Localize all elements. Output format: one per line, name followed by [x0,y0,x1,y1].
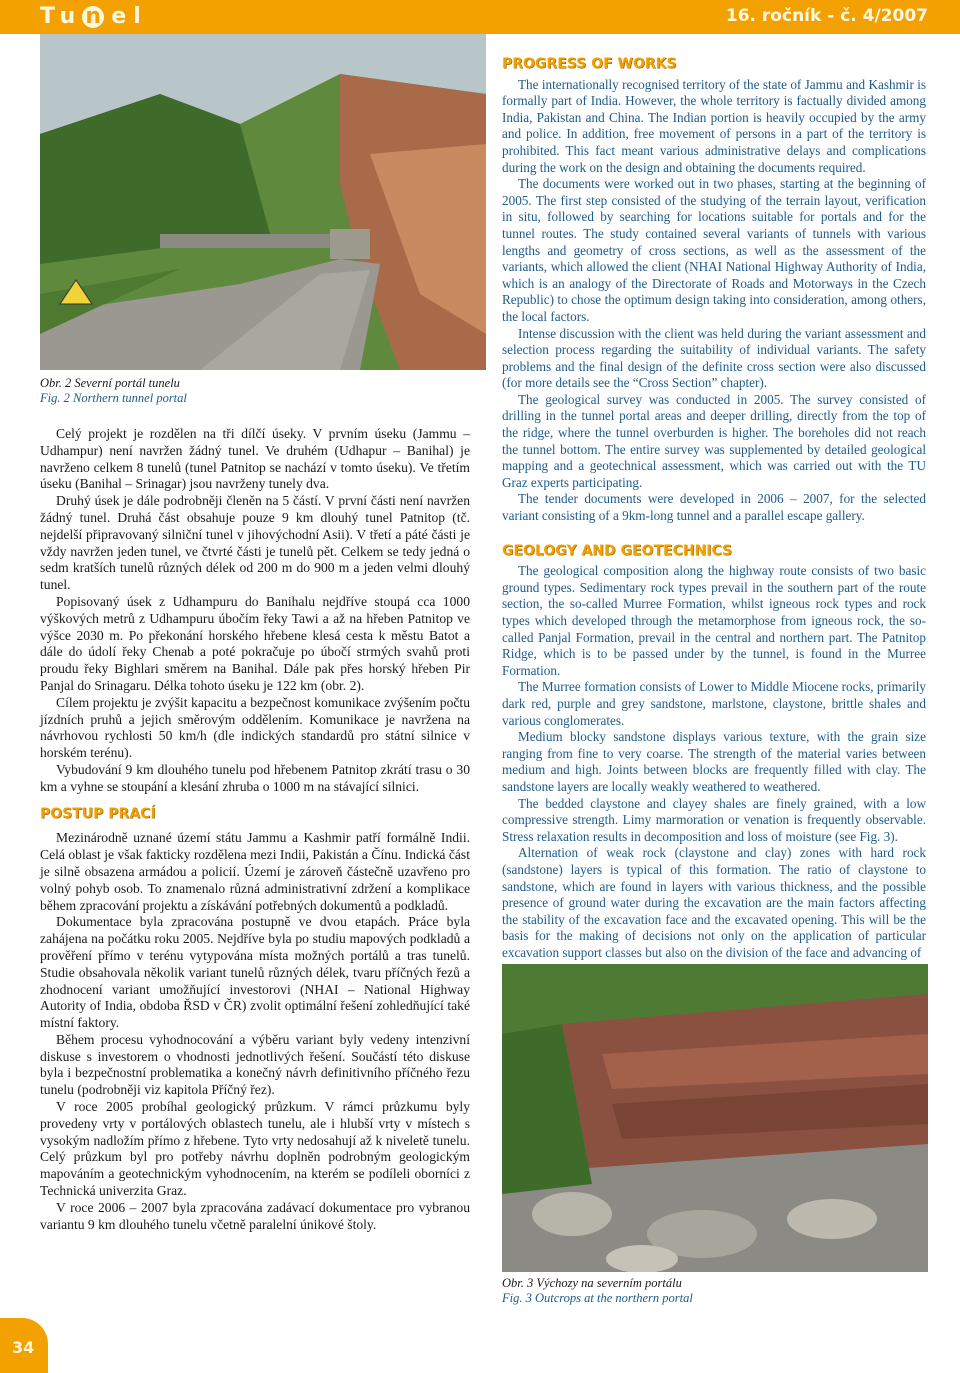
paragraph: Cílem projektu je zvýšit kapacitu a bezpečnost komunikace zvýšením počtu jízdních pruhů a jejich směrovým oddělením. Komunikace je navržena na návrhovou rychlosti 50 km/h (dle indických standardů pro státní silnice v horském terénu). [40,694,470,761]
paragraph: The Murree formation consists of Lower to Middle Miocene rocks, primarily dark red, purple and grey sandstone, marlstone, claystone, brittle shales and various conglomerates. [502,679,926,728]
paragraph: V roce 2005 probíhal geologický průzkum. V rámci průzkumu byly provedeny vrty v portálových oblastech tunelu, ale i hlubší vrty v místech s vysokým nadložím přímo z hřebene. Tyto vrty nedosahují až k niveletě tunelu. Celý průzkum byl pro potřeby návrhu doplněn podrobným geologickým mapováním a geotechnickým vyhodnocením, na kterém se podíleli oborníci z Technická univerzita Graz. [40,1099,470,1199]
northern-portal-photo [40,34,486,370]
photo-illustration-road [40,34,486,370]
section-heading: GEOLOGY AND GEOTECHNICS [502,542,733,559]
paragraph: Alternation of weak rock (claystone and clay) zones with hard rock (sandstone) layers is typical of this formation. The ratio of claystone to sandstone, which are found in layers with various thickness, and the possible presence of ground water during the excavation are the main factors affecting the stability of the excavation face and the excavated opening. This will be the basis for the making of decisions not only on the application of particular excavation support classes but also on the division of the face and advancing of [502,845,926,960]
section-heading: POSTUP PRACÍ [40,805,156,822]
paragraph: Během procesu vyhodnocování a výběru variant byly vedeny intenzivní diskuse s investorem o vhodnosti jednotlivých řešení. Součástí této diskuse byla i bezpečnostní problematika a konečný návrh definitivního příčného řezu tunelu (podrobněji viz kapitola Příčný řez). [40,1031,470,1098]
caption-cz: Obr. 3 Výchozy na severním portálu [502,1276,682,1290]
caption-cz: Obr. 2 Severní portál tunelu [40,376,180,390]
page-number-tab [0,1318,48,1373]
paragraph: Vybudování 9 km dlouhého tunelu pod hřebenem Patnitop zkrátí trasu o 30 km a vyhne se stoupání a klesání zhruba o 1000 m na stávající silnici. [40,761,470,794]
paragraph: The geological survey was conducted in 2005. The survey consisted of drilling in the tunnel portal areas and deeper drilling, directly from the top of the ridge, where the tunnel overburden is higher. The boreholes did not reach the tunnel bottom. The entire survey was supplemented by detailed geological mapping and a geotechnical assessment, which was carried out with the TU Graz experts participating. [502,391,926,490]
paragraph: The geological composition along the highway route consists of two basic ground types. Sedimentary rock types prevail in the southern part of the route section, the so-called Murree Formation, whilst igneous rock types and rock types which developed through the metamorphose from igneous rock, the so-called Panjal Formation, prevail in the central and northern part. The Patnitop Ridge, which is to be passed under by the tunnel, is found in the Murree Formation. [502,563,926,678]
paragraph: Mezinárodně uznané území státu Jammu a Kashmir patří formálně Indii. Celá oblast je však fakticky rozdělena mezi Indii, Pakistán a Čínu. Indická část je silně obsazena armádou a policií. Území je zároveň částečně uzavřeno pro volný pohyb osob. To znamenalo různá administrativní zdržení a komplikace během zpracování projektu a získávání potřebných dokumentů a podkladů. [40,830,470,913]
figure-3-caption [502,1276,693,1306]
paragraph: Popisovaný úsek z Udhampuru do Banihalu nejdříve stoupá cca 1000 výškových metrů z Udhampuru úbočím řeky Tawi a až na hřeben Patnitop ve výšce 2030 m. Po překonání horského hřebene klesá cesta k městu Batot a dále do údolí řeky Chenab a poté pokračuje po úbočí strmých svahů proti proudu řeky Bighlari směrem na Banihal. Dále pak přes horský hřeben Pir Panjal do Srinagaru. Délka tohoto úseku je 122 km (obr. 2). [40,593,470,693]
paragraph: V roce 2006 – 2007 byla zpracována zadávací dokumentace pro vybranou variantu 9 km dlouhého tunelu včetně paralelní únikové štoly. [40,1199,470,1232]
left-column [40,426,470,1233]
section-heading: PROGRESS OF WORKS [502,56,677,72]
paragraph: The bedded claystone and clayey shales are finely grained, with a low compressive strength. Limy marmoration or venation is frequently observable. Stress relaxation results in decomposition and loss of moisture (see Fig. 3). [502,795,926,844]
paragraph: Medium blocky sandstone displays various texture, with the grain size ranging from fine to very coarse. The strength of the material varies between medium and high. Joints between blocks are frequently filled with clay. The sandstone layers are locally weakly weathered to weathered. [502,729,926,794]
page-number: 34 [12,1338,35,1357]
page-header [0,0,960,34]
figure-2-caption [40,376,187,406]
photo-illustration-outcrops [502,964,928,1272]
outcrops-photo [502,964,928,1272]
paragraph: Intense discussion with the client was held during the variant assessment and selection process regarding the suitability of individual variants. The safety problems and the final design of the definite cross section were also discussed (for more details see the “Cross Section” chapter). [502,325,926,391]
paragraph: Dokumentace byla zpracována postupně ve dvou etapách. Práce byla zahájena na počátku roku 2005. Nejdříve byla po studiu mapových podkladů a prověření přímo v terénu vytypována místa možných portálů a tras tunelů. Studie obsahovala několik variant tunelů různých délek, tvaru příčných řezů a zhodnocení variant umožňující investorovi (NHAI – National Highway Autority of India, obdoba ŘSD v ČR) zvolit optimální řešení zohledňující také místní faktory. [40,914,470,1031]
caption-en: Fig. 2 Northern tunnel portal [40,391,187,405]
paragraph: The tender documents were developed in 2006 – 2007, for the selected variant consisting of a 9km-long tunnel and a parallel escape gallery. [502,491,926,524]
right-column [502,56,926,961]
paragraph: The internationally recognised territory of the state of Jammu and Kashmir is formally part of India. However, the whole territory is factually divided among India, Pakistan and China. The Indian portion is heavily occupied by the army and police. In addition, free movement of persons in a part of the territory is prohibited. This fact meant various administrative delays and complications during the work on the design and obtaining the documents required. [502,76,926,175]
tunel-logo: Tu n el [40,4,148,29]
caption-en: Fig. 3 Outcrops at the northern portal [502,1291,693,1305]
paragraph: The documents were worked out in two phases, starting at the beginning of 2005. The first step consisted of the studying of the terrain layout, verification in situ, followed by searching for locations suitable for portals and for the tunnel routes. The study contained several variants of tunnels with various lengths and geometry of cross sections, as well as the assessment of the variants, which allowed the client (NHAI National Highway Authority of India, which is an analogy of the Directorate of Roads and Motorways in the Czech Republic) to chose the optimum design taking into consideration, among others, the local factors. [502,176,926,324]
paragraph: Celý projekt je rozdělen na tři dílčí úseky. V prvním úseku (Jammu – Udhampur) není navržen žádný tunel. Ve druhém (Udhapur – Banihal) je navrženo celkem 8 tunelů (tunel Patnitop se nachází v tomto úseku). Ve třetím úseku (Banihal – Srinagar) jsou navrženy tunely dva. [40,426,470,492]
paragraph: Druhý úsek je dále podrobněji členěn na 5 částí. V první části není navržen žádný tunel. Druhá část obsahuje pouze 9 km dlouhý tunel Patnitop (tč. nejdelší připravovaný silniční tunel v jihovýchodní Asii). V třetí a páté části je vždy navržen jeden tunel, ve čtvrté části je tunelů pět. Celkem se tedy jedná o sedm kratších tunelů různých délek od 200 m do 900 m a jeden velmi dlouhý tunel. [40,493,470,593]
issue-number: 16. ročník - č. 4/2007 [725,6,928,26]
